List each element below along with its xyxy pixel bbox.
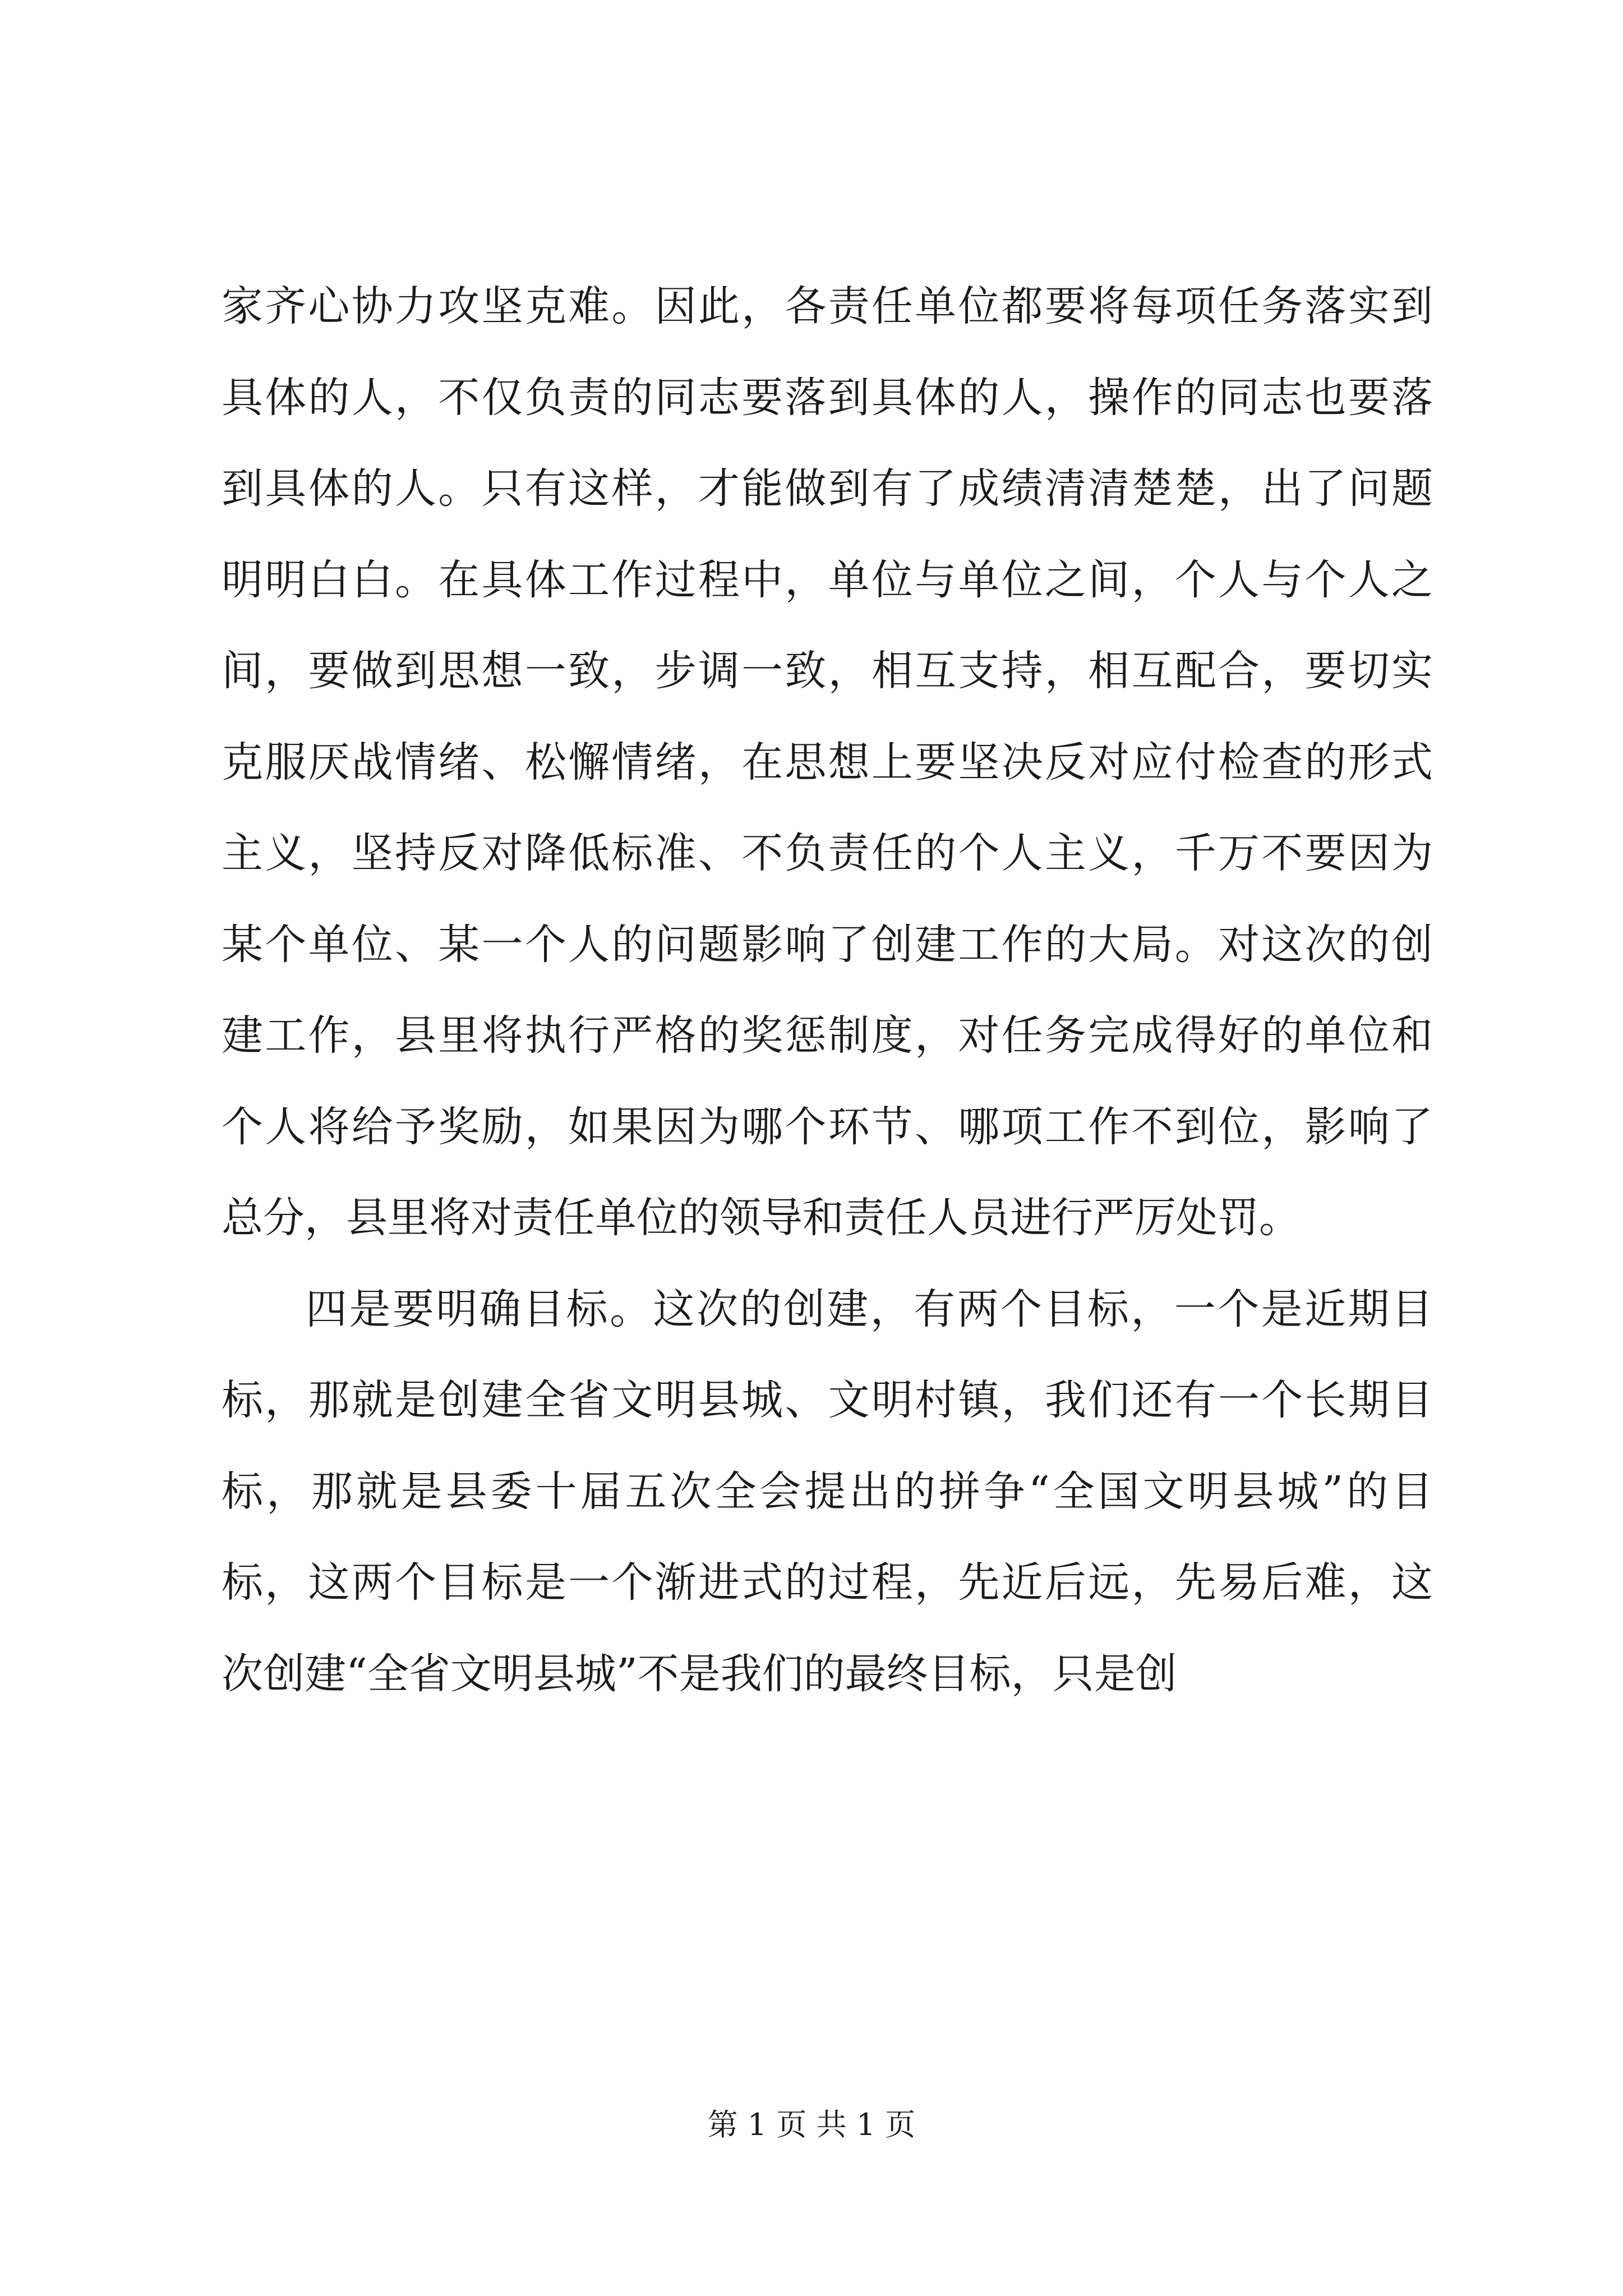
- text-line: 标，这两个目标是一个渐进式的过程，先近后远，先易后难，这: [222, 1558, 1433, 1607]
- text-line: 某个单位、某一个人的问题影响了创建工作的大局。对这次的创: [222, 920, 1433, 969]
- text-line: 总分，县里将对责任单位的领导和责任人员进行严厉处罚。: [222, 1194, 1301, 1242]
- text-line: 克服厌战情绪、松懈情绪，在思想上要坚决反对应付检查的形式: [222, 738, 1433, 786]
- text-line: 次创建“全省文明县城”不是我们的最终目标，只是创: [222, 1649, 1177, 1698]
- document-body: [222, 261, 1433, 1719]
- text-line: 标，那就是县委十届五次全会提出的拼争“全国文明县城”的目: [222, 1467, 1433, 1516]
- text-line: 建工作，县里将执行严格的奖惩制度，对任务完成得好的单位和: [222, 1011, 1433, 1060]
- text-line: 个人将给予奖励，如果因为哪个环节、哪项工作不到位，影响了: [222, 1102, 1433, 1151]
- paragraph-1: [222, 261, 1433, 1264]
- text-line: 主义，坚持反对降低标准、不负责任的个人主义，千万不要因为: [222, 829, 1433, 877]
- text-line: 到具体的人。只有这样，才能做到有了成绩清清楚楚，出了问题: [222, 464, 1433, 513]
- text-line: 家齐心协力攻坚克难。因此，各责任单位都要将每项任务落实到: [222, 282, 1433, 330]
- text-line: 明明白白。在具体工作过程中，单位与单位之间，个人与个人之: [222, 555, 1433, 604]
- text-line: 间，要做到思想一致，步调一致，相互支持，相互配合，要切实: [222, 647, 1433, 695]
- page-footer: [0, 2101, 1623, 2144]
- text-line: 具体的人，不仅负责的同志要落到具体的人，操作的同志也要落: [222, 373, 1433, 422]
- page-number-label: 第 1 页 共 1 页: [707, 2107, 916, 2142]
- paragraph-2: [222, 1264, 1433, 1720]
- text-line: 四是要明确目标。这次的创建，有两个目标，一个是近期目: [306, 1285, 1433, 1333]
- text-line: 标，那就是创建全省文明县城、文明村镇，我们还有一个长期目: [222, 1376, 1433, 1424]
